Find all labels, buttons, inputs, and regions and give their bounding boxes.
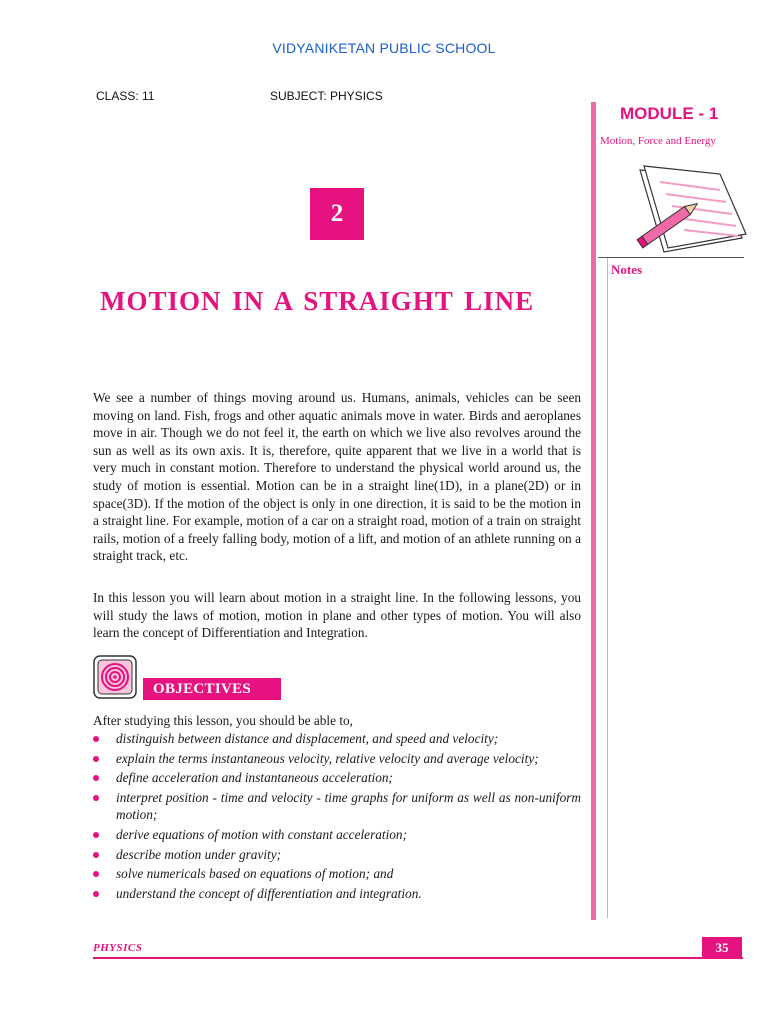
bullet-icon xyxy=(93,832,99,838)
class-label: CLASS: 11 xyxy=(96,89,155,103)
subject-label: SUBJECT: PHYSICS xyxy=(270,89,383,103)
bullet-icon xyxy=(93,891,99,897)
list-item: distinguish between distance and displacement, and speed and velocity; xyxy=(93,730,581,748)
list-item: solve numericals based on equations of motion; and xyxy=(93,865,581,883)
notes-column-line xyxy=(607,258,608,918)
module-title: MODULE - 1 xyxy=(620,104,719,123)
margin-divider-bar xyxy=(591,102,596,920)
list-item: describe motion under gravity; xyxy=(93,846,581,864)
footer-rule xyxy=(93,957,743,959)
list-item: interpret position - time and velocity - time graphs for uniform as well as non-uniform motion; xyxy=(93,789,581,824)
bullet-icon xyxy=(93,775,99,781)
objectives-list xyxy=(93,730,581,904)
bullet-icon xyxy=(93,795,99,801)
chapter-number: 2 xyxy=(310,188,364,240)
list-item: derive equations of motion with constant acceleration; xyxy=(93,826,581,844)
chapter-title: MOTION IN A STRAIGHT LINE xyxy=(100,286,535,316)
bullet-icon xyxy=(93,871,99,877)
bullet-icon xyxy=(93,736,99,742)
list-item: define acceleration and instantaneous acceleration; xyxy=(93,769,581,787)
notes-rule xyxy=(598,257,744,258)
bullet-icon xyxy=(93,756,99,762)
lesson-overview-paragraph: In this lesson you will learn about motion in a straight line. In the following lessons, you will study the laws of motion, motion in plane and other types of motion. You will also learn the concept of Differentiation and Integration. xyxy=(93,590,581,641)
objectives-intro: After studying this lesson, you should be able to, xyxy=(93,713,354,728)
objectives-heading: OBJECTIVES xyxy=(143,678,281,700)
intro-paragraph: We see a number of things moving around us. Humans, animals, vehicles can be seen moving on land. Fish, frogs and other aquatic animals move in water. Birds and aeroplanes move in air. Though we do not feel it, the earth on which we live also revolves around the sun as well as its own axis. It is, therefore, quite apparent that we live in a world that is very much in constant motion. Therefore to understand the physical world around us, the study of motion is essential. Motion can be in a straight line(1D), in a plane(2D) or in space(3D). If the motion of the object is only in one direction, it is said to be the motion in a straight line. For example, motion of a car on a straight road, motion of a train on straight rails, motion of a freely falling body, motion of a lift, and motion of an athlete running on a straight track, etc. xyxy=(93,390,581,564)
notepad-pencil-icon xyxy=(630,164,748,258)
target-icon xyxy=(93,655,137,699)
module-subtitle: Motion, Force and Energy xyxy=(600,135,716,147)
school-name: VIDYANIKETAN PUBLIC SCHOOL xyxy=(272,40,496,56)
list-item: understand the concept of differentiation and integration. xyxy=(93,885,581,903)
notes-label: Notes xyxy=(611,262,643,277)
page-number: 35 xyxy=(702,937,742,959)
list-item: explain the terms instantaneous velocity, relative velocity and average velocity; xyxy=(93,750,581,768)
bullet-icon xyxy=(93,852,99,858)
footer-subject: PHYSICS xyxy=(93,942,143,954)
